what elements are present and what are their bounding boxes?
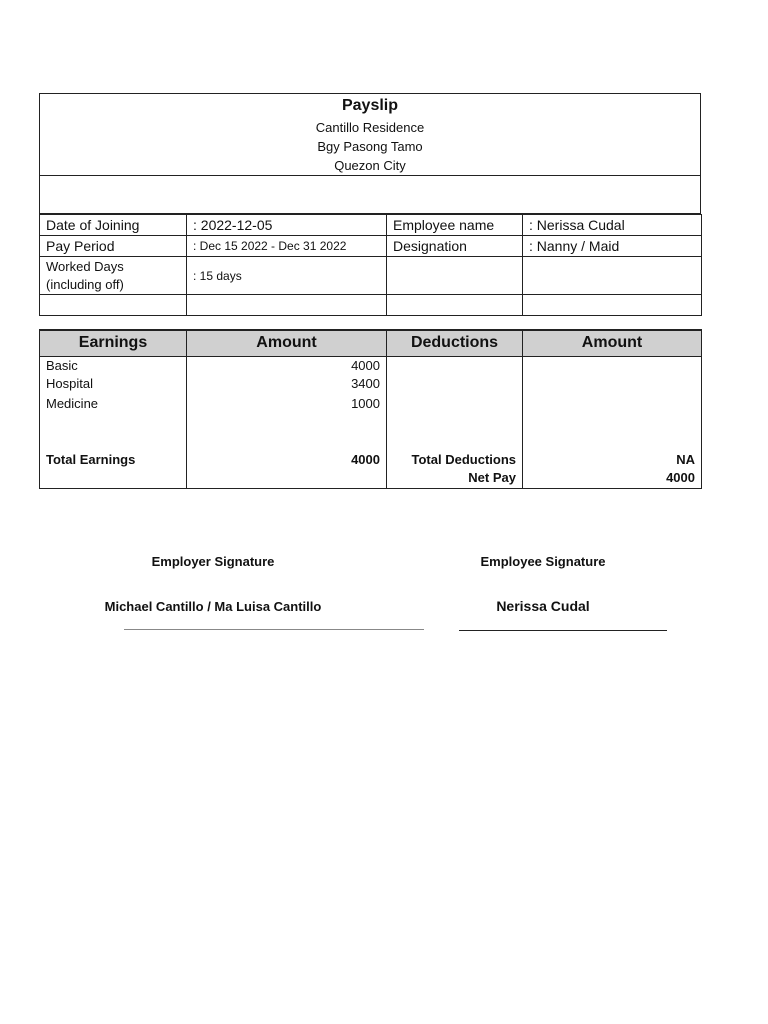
header-divider <box>40 175 700 176</box>
address-line-2: Bgy Pasong Tamo <box>317 139 423 154</box>
designation-value: : Nanny / Maid <box>523 236 702 257</box>
info-row-empty <box>40 295 702 316</box>
employee-name-value: : Nerissa Cudal <box>523 215 702 236</box>
net-pay-value: 4000 <box>523 468 702 488</box>
earning-amount: 3400 <box>187 374 387 392</box>
table-row <box>40 356 702 374</box>
empty-cell <box>523 414 702 450</box>
empty-cell <box>187 414 387 450</box>
table-row <box>40 374 702 392</box>
empty-cell <box>387 295 523 316</box>
earnings-header: Earnings <box>40 330 187 356</box>
employee-name-label: Employee name <box>387 215 523 236</box>
address-line-1: Cantillo Residence <box>315 120 425 135</box>
total-deductions-value: NA <box>523 450 702 468</box>
empty-cell <box>40 414 187 450</box>
deductions-header: Deductions <box>387 330 523 356</box>
employer-signature-line <box>124 629 424 630</box>
info-row <box>40 236 702 257</box>
info-row <box>40 257 702 295</box>
earning-amount: 4000 <box>187 356 387 374</box>
earning-amount: 1000 <box>187 392 387 414</box>
designation-label: Designation <box>387 236 523 257</box>
earning-name: Hospital <box>40 374 187 392</box>
empty-cell <box>40 468 187 488</box>
totals-row <box>40 450 702 468</box>
worked-days-label <box>40 257 187 295</box>
earnings-amount-header: Amount <box>187 330 387 356</box>
employer-signature-label: Employer Signature <box>151 554 275 569</box>
earnings-deductions-table <box>39 329 702 489</box>
worked-days-label-line-1: Worked Days <box>46 258 124 274</box>
deductions-amount-header: Amount <box>523 330 702 356</box>
info-row <box>40 215 702 236</box>
empty-cell <box>187 468 387 488</box>
net-pay-row <box>40 468 702 488</box>
address-line-3: Quezon City <box>334 158 406 173</box>
total-earnings-value: 4000 <box>187 450 387 468</box>
payslip-title: Payslip <box>341 97 399 114</box>
empty-cell <box>387 257 523 295</box>
pay-period-value: : Dec 15 2022 - Dec 31 2022 <box>187 236 387 257</box>
date-of-joining-value: : 2022-12-05 <box>187 215 387 236</box>
empty-cell <box>523 295 702 316</box>
payslip-header <box>39 93 701 215</box>
earning-name: Basic <box>40 356 187 374</box>
date-of-joining-label: Date of Joining <box>40 215 187 236</box>
total-deductions-label: Total Deductions <box>387 450 523 468</box>
empty-cell <box>387 374 523 392</box>
empty-cell <box>523 356 702 374</box>
empty-cell <box>523 374 702 392</box>
total-earnings-label: Total Earnings <box>40 450 187 468</box>
empty-cell <box>523 392 702 414</box>
pay-period-label: Pay Period <box>40 236 187 257</box>
worked-days-value: : 15 days <box>187 257 387 295</box>
empty-cell <box>523 257 702 295</box>
empty-cell <box>387 414 523 450</box>
empty-cell <box>387 392 523 414</box>
table-row <box>40 392 702 414</box>
empty-cell <box>40 295 187 316</box>
worked-days-label-line-2: (including off) <box>46 276 124 292</box>
empty-cell <box>387 356 523 374</box>
net-pay-label: Net Pay <box>387 468 523 488</box>
spacer-row <box>40 414 702 450</box>
employee-name: Nerissa Cudal <box>496 598 590 614</box>
employee-signature-label: Employee Signature <box>480 554 606 569</box>
employee-info-table <box>39 214 702 316</box>
employee-signature-line <box>459 630 667 631</box>
empty-cell <box>187 295 387 316</box>
table-header-row <box>40 330 702 356</box>
employer-name: Michael Cantillo / Ma Luisa Cantillo <box>104 599 322 614</box>
earning-name: Medicine <box>40 392 187 414</box>
